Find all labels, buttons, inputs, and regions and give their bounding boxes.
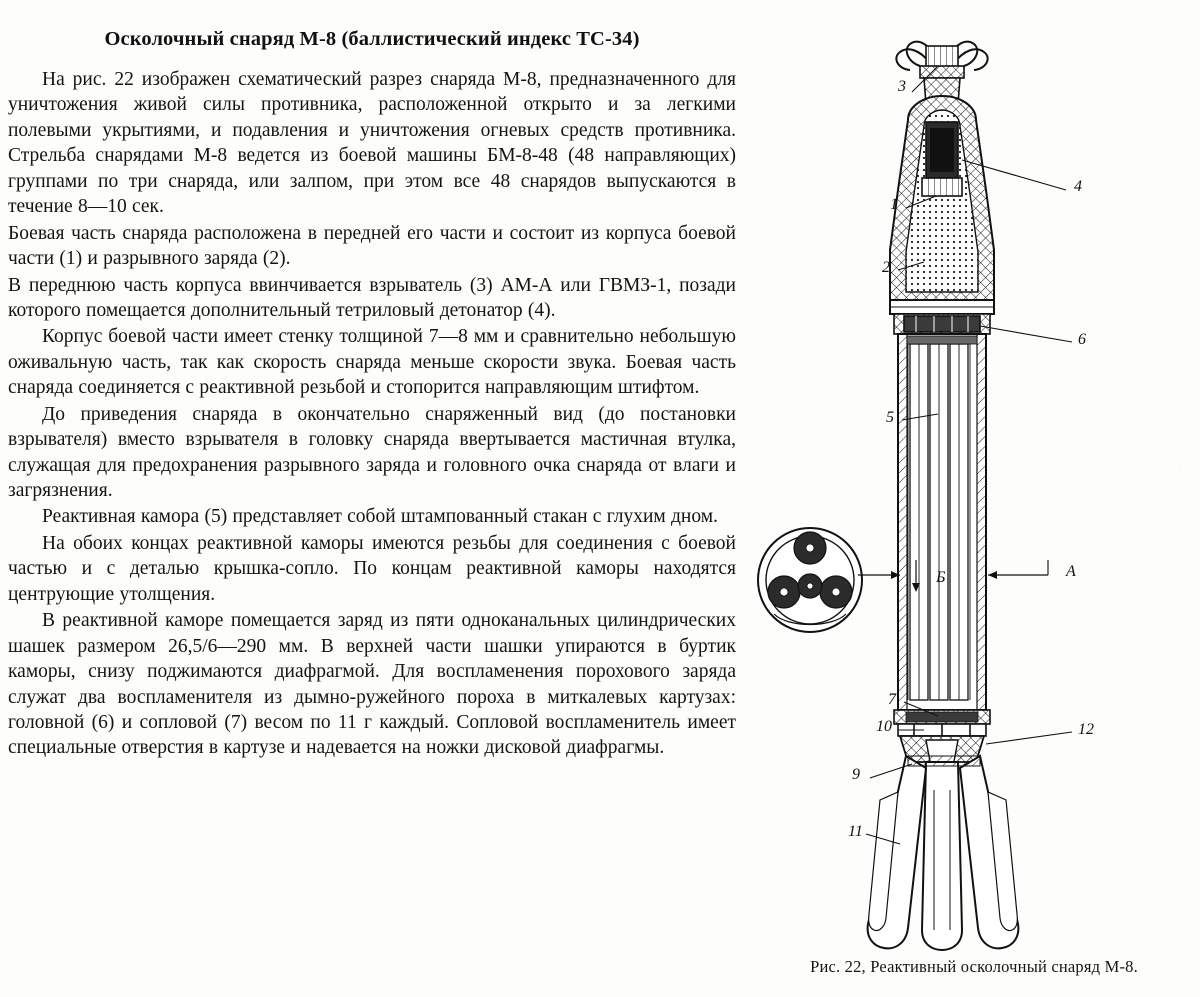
paragraph-1: На рис. 22 изображен схематический разрез снаряда М-8, предназначенного для уничтожения живой силы противника, расположенной открыто и за легкими полевыми укрытиями, и подавления и уничтожения огневых средств противника. Стрельба снарядами М-8 ведется из боевой машины БМ-8-48 (48 направляющих) группами по три снаряда, или залпом, при этом все 48 снарядов выпускаются в течение 8—10 сек.: [8, 69, 736, 218]
paragraph-2: Боевая часть снаряда расположена в передней его части и состоит из корпуса боевой части (1) и разрывного заряда (2).: [8, 222, 736, 270]
callout-1: 1: [890, 196, 898, 213]
text-column: [0, 28, 748, 762]
callout-7: 7: [888, 691, 896, 708]
callout-10: 10: [876, 718, 892, 735]
callout-2: 2: [882, 259, 890, 276]
figure-rocket-diagram: [748, 0, 1200, 997]
callout-section-a: А: [1066, 563, 1076, 580]
callout-6: 6: [1078, 331, 1086, 348]
callout-12: 12: [1078, 721, 1094, 738]
callout-section-b: Б: [936, 569, 946, 586]
paragraph-6: Реактивная камора (5) представляет собой штампованный стакан с глухим дном.: [42, 506, 718, 528]
page-title: Осколочный снаряд М-8 (баллистический индекс ТС-34): [104, 28, 640, 50]
paragraph-5: До приведения снаряда в окончательно снаряженный вид (до постановки взрывателя) вместо взрывателя в головку снаряда ввертывается мастичная втулка, служащая для предохранения разрывного заряда и головного очка снаряда от влаги и загрязнения.: [8, 403, 736, 501]
paragraph-8: В реактивной каморе помещается заряд из пяти одноканальных цилиндрических шашек размером 26,5/6—290 мм. В верхней части шашки упираются в буртик каморы, снизу поджимаются диафрагмой. Для воспламенения порохового заряда служат два воспламенителя из дымно-ружейного пороха в миткалевых картузах: головной (6) и сопловой (7) весом по 11 г каждый. Сопловой воспламенитель имеет специальные отверстия в картузе и надевается на ножки дисковой диафрагмы.: [8, 610, 736, 759]
callout-3: 3: [898, 78, 906, 95]
paragraph-7: На обоих концах реактивной каморы имеются резьбы для соединения с боевой частью и с деталью крышка-сопло. По концам реактивной каморы находятся центрующие утолщения.: [8, 532, 736, 605]
paragraph-4: Корпус боевой части имеет стенку толщиной 7—8 мм и сравнительно небольшую оживальную часть, так как скорость снаряда меньше скорости звука. Боевая часть снаряда соединяется с реактивной резьбой и стопорится направляющим штифтом.: [8, 326, 736, 399]
rocket-cross-section-drawing: [748, 0, 1200, 997]
callout-9: 9: [852, 766, 860, 783]
callout-11: 11: [848, 823, 863, 840]
callout-4: 4: [1074, 178, 1082, 195]
callout-5: 5: [886, 409, 894, 426]
figure-caption: Рис. 22, Реактивный осколочный снаряд М-8.: [810, 957, 1138, 976]
paragraph-3: В переднюю часть корпуса ввинчивается взрыватель (3) АМ-А или ГВМЗ-1, позади которого помещается дополнительный тетриловый детонатор (4).: [8, 274, 736, 321]
